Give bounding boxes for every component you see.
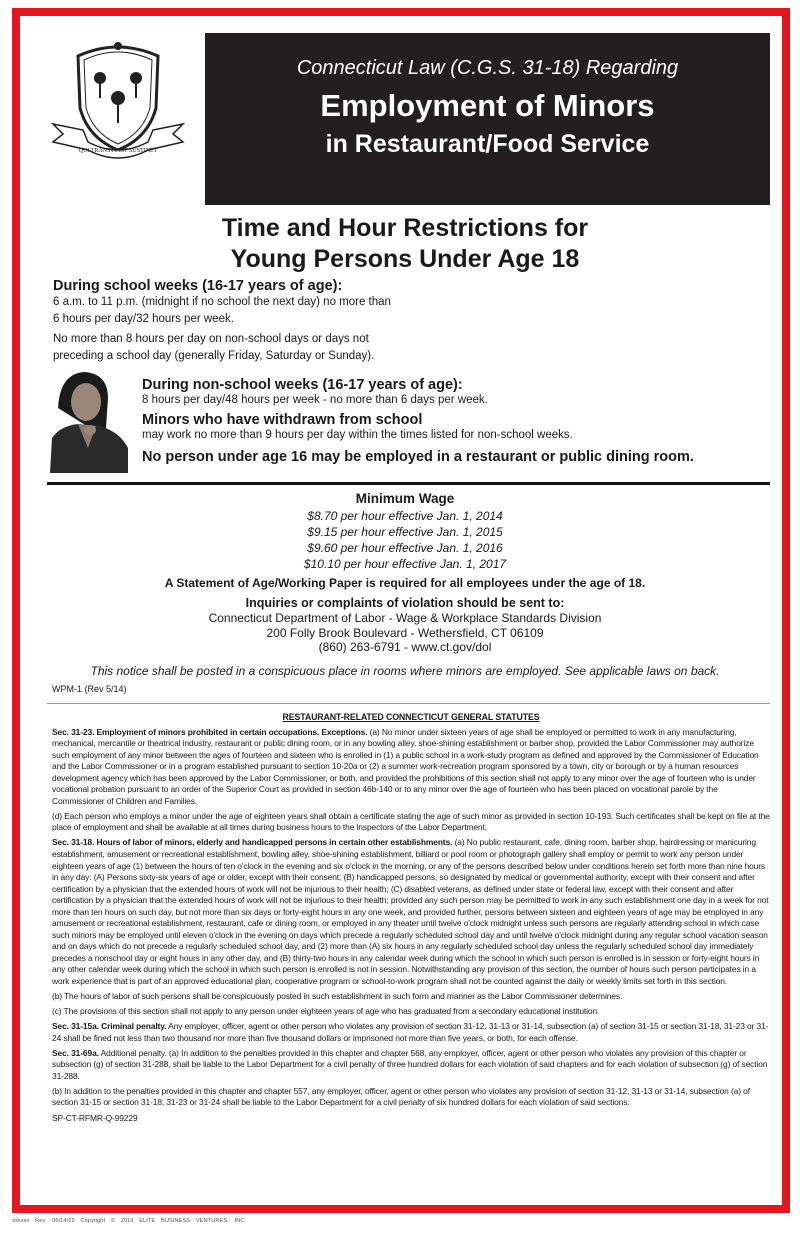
school-weeks-line: 6 hours per day/32 hours per week. (53, 312, 234, 325)
statute-paragraph (52, 811, 770, 834)
wage-rate: $10.10 per hour effective Jan. 1, 2017 (303, 557, 507, 571)
header-banner (205, 33, 770, 205)
non-school-text: 8 hours per day/48 hours per week - no more than 6 days per week. (142, 394, 488, 406)
statute-text: Additional penalty. (a) In addition to the penalties provided in this chapter and chapter 568, any employer, officer, agent or other person who violates any provision of this chapter or subsection (g) of section 31-288, shall be liable to the Labor Department for a civil penalty of three hundred dollars for each violation of said chapters and for each violation of subsection (g) of section 31-288. (52, 1047, 768, 1081)
statute-paragraph (52, 1021, 770, 1044)
statute-section-title: Sec. 31-18. Hours of labor of minors, elderly and handicapped persons in certain other establishments. (52, 837, 453, 848)
statute-section-title: Sec. 31-69a. (52, 1047, 99, 1058)
school-weeks-line: 6 a.m. to 11 p.m. (midnight if no school the next day) no more than (53, 296, 391, 308)
school-weeks-section (53, 278, 473, 364)
young-woman-photo (50, 368, 128, 473)
statute-paragraph (52, 991, 770, 1003)
non-school-weeks-section (142, 374, 782, 465)
inquiries-line: Connecticut Department of Labor - Wage & Workplace Standards Division (208, 611, 602, 625)
statute-text: (a) No minor under sixteen years of age shall be employed or permitted to work in any manufacturing, mechanical, mercantile or theatrical industry, restaurant or public dining room, or in any bowling alley, shoe-shining establishment or barber shop, provided the Labor Commissioner may authorize such employment of any minor between the ages of fourteen and sixteen who is enrolled in (1) a public school in a work-study program as defined and approved by the Commissioner of Education and the Labor Commissioner or in a program established pursuant to section 10-20a or (2) a summer work-recreation program sponsored by a town, city or borough or by a human resources development agency which has been approved by the Labor Commissioner, or both, and provided the prohibitions of this section shall not apply to any minor over the age of fourteen who is under vocational probation pursuant to an order of the Superior Court as provided in section 46b-140 or to any minor over the age of fourteen who has been placed on vocational parole by the Commissioner of Children and Families. (52, 726, 759, 806)
under-16-rule: No person under age 16 may be employed in a restaurant or public dining room. (142, 449, 694, 465)
connecticut-state-seal-icon (48, 38, 188, 166)
wage-rate: $9.15 per hour effective Jan. 1, 2015 (307, 525, 503, 539)
school-weeks-heading: During school weeks (16-17 years of age): (53, 278, 343, 294)
statute-text: (b) The hours of labor of such persons shall be conspicuously posted in such establishment in such form and manner as the Labor Commissioner determines. (52, 991, 623, 1002)
minimum-wage-heading: Minimum Wage (355, 491, 455, 506)
statute-text: (b) In addition to the penalties provided in this chapter and chapter 557, any employer, officer, agent or other person who violates any provision of section 31-12, 31-13 or 31-14, subsection (a) of section 31-15 or section 31-18, 31-23 or 31-24 shall be liable to the Labor Department for a civil penalty of six hundred dollars for each violation of said sections. (52, 1085, 750, 1108)
inquiries-heading: Inquiries or complaints of violation should be sent to: (245, 596, 565, 610)
header-subtitle: Connecticut Law (C.G.S. 31-18) Regarding (296, 57, 679, 79)
header-title: Employment of Minors (320, 88, 655, 123)
statutes-heading: RESTAURANT-RELATED CONNECTICUT GENERAL STATUTES (282, 712, 540, 722)
footer-rev: Rev. 06/14/19 (35, 1218, 75, 1224)
statutes-section (52, 712, 770, 1124)
posting-notice: This notice shall be posted in a conspicuous place in rooms where minors are employed. See applicable laws on back. (90, 664, 720, 678)
statute-section-title: Sec. 31-15a. Criminal penalty. (52, 1021, 167, 1032)
divider-thin (47, 703, 770, 704)
header-title-line2: in Restaurant/Food Service (325, 130, 650, 158)
seal-motto: QUI TRANSTULIT SUSTINET (78, 148, 158, 154)
statute-paragraph (52, 1086, 770, 1109)
statutes-code: SP-CT-RFMR-Q-99229 (52, 1112, 138, 1123)
statute-paragraph (52, 727, 770, 808)
divider (47, 482, 770, 485)
inquiries-contact: (860) 263-6791 - www.ct.gov/dol (318, 640, 492, 654)
statute-text: (c) The provisions of this section shall not apply to any person under eighteen years of age who has graduated from a secondary educational institution. (52, 1006, 600, 1017)
working-paper-statement: A Statement of Age/Working Paper is required for all employees under the age of 18. (164, 576, 646, 590)
restrictions-title-line2: Young Persons Under Age 18 (230, 245, 580, 273)
footer-copyright: Copyright © 2019 ELITE BUSINESS VENTURES, INC. (80, 1218, 247, 1224)
restrictions-title-line1: Time and Hour Restrictions for (221, 214, 589, 242)
statute-text: (a) No public restaurant, cafe, dining room, barber shop, hairdressing or manicuring establishment, amusement or recreational establishment, bowling alley, shoe-shining establishment, billiard or pool room or photograph gallery shall employ or permit to work any person under eighteen years of age (1) between the hours of ten o'clock in the evening and six o'clock in the morning, or any of the persons described below under conditions herein set forth more than nine hours in any day: (A) Persons sixty-six years of age or older, except with their consent; (B) handicapped persons, so designated by medical or governmental authority, except with their consent and after certification by a physician that the extended hours of work will not be injurious to their health; (C) disabled veterans, as defined under state or federal law, except with their consent and after certification by a physician that the extended hours of work will not be injurious to their health; provided any such person may be permitted to work in any such establishment one day in a week for not more than ten hours on such day, but not more than six days or forty-eight hours in any one week, and provided further, persons between sixteen and eighteen years of age may be employed in any amusement or recreational establishment, restaurant, cafe or dining room, or employed in any theater until twelve o'clock midnight unless such persons are regularly attending school in which case such minors may be employed until eleven o'clock in the evening on days which precede a regularly scheduled school day and until twelve o'clock midnight during any regular school vacation season and on days which do not precede a regularly scheduled school day, and (2) more than (A) six hours in any regularly scheduled school day unless the regularly scheduled school day immediately precedes a nonschool day or eight hours in any other day, and (B) thirty-two hours in any calendar week during which the school in which such person is enrolled is in session or forty-eight hours in any other calendar week during which the school in which such person is enrolled is not in session. Notwithstanding any provision of this section, the number of hours such person participates in a work experience that is part of an approved educational plan, cooperative program or school-to-work program shall not be counted against the daily or weekly limits set forth in this section. (52, 837, 769, 987)
restrictions-title (40, 213, 770, 275)
school-weeks-line: preceding a school day (generally Friday, Saturday or Sunday). (53, 349, 375, 362)
inquiries-address: 200 Folly Brook Boulevard - Wethersfield, CT 06109 (266, 625, 544, 640)
statute-section-title: Sec. 31-23. Employment of minors prohibited in certain occupations. Exceptions. (52, 726, 368, 737)
statute-text: Any employer, officer, agent or other person who violates any provision of section 31-12, 31-13 or 31-14, subsection (a) of section 31-15 or section 31-18, 31-23 or 31-24 shall be fined not less than two thousand nor more than five thousand dollars or imprisoned not more than five years, or both, for each offense. (52, 1021, 769, 1043)
statute-paragraph (52, 1006, 770, 1018)
statute-text: (d) Each person who employs a minor under the age of eighteen years shall obtain a certificate stating the age of such minor as provided in section 10-193. Such certificates shall be kept on file at the place of employment and shall be available at all times during business hours to the inspectors of the Labor Department. (52, 810, 770, 833)
withdrawn-heading: Minors who have withdrawn from school (142, 411, 423, 428)
copyright-footer (12, 1218, 246, 1224)
statute-paragraph (52, 1048, 770, 1083)
statute-paragraph (52, 837, 770, 987)
footer-id: xxxxxx (12, 1218, 30, 1224)
wage-rate: $9.60 per hour effective Jan. 1, 2016 (307, 541, 503, 555)
wage-rate: $8.70 per hour effective Jan. 1, 2014 (307, 509, 503, 523)
withdrawn-text: may work no more than 9 hours per day within the times listed for non-school weeks. (142, 428, 573, 441)
non-school-heading: During non-school weeks (16-17 years of age): (142, 377, 463, 393)
school-weeks-line: No more than 8 hours per day on non-school days or days not (53, 333, 369, 345)
minimum-wage-section (40, 491, 770, 655)
form-number: WPM-1 (Rev 5/14) (52, 684, 127, 694)
